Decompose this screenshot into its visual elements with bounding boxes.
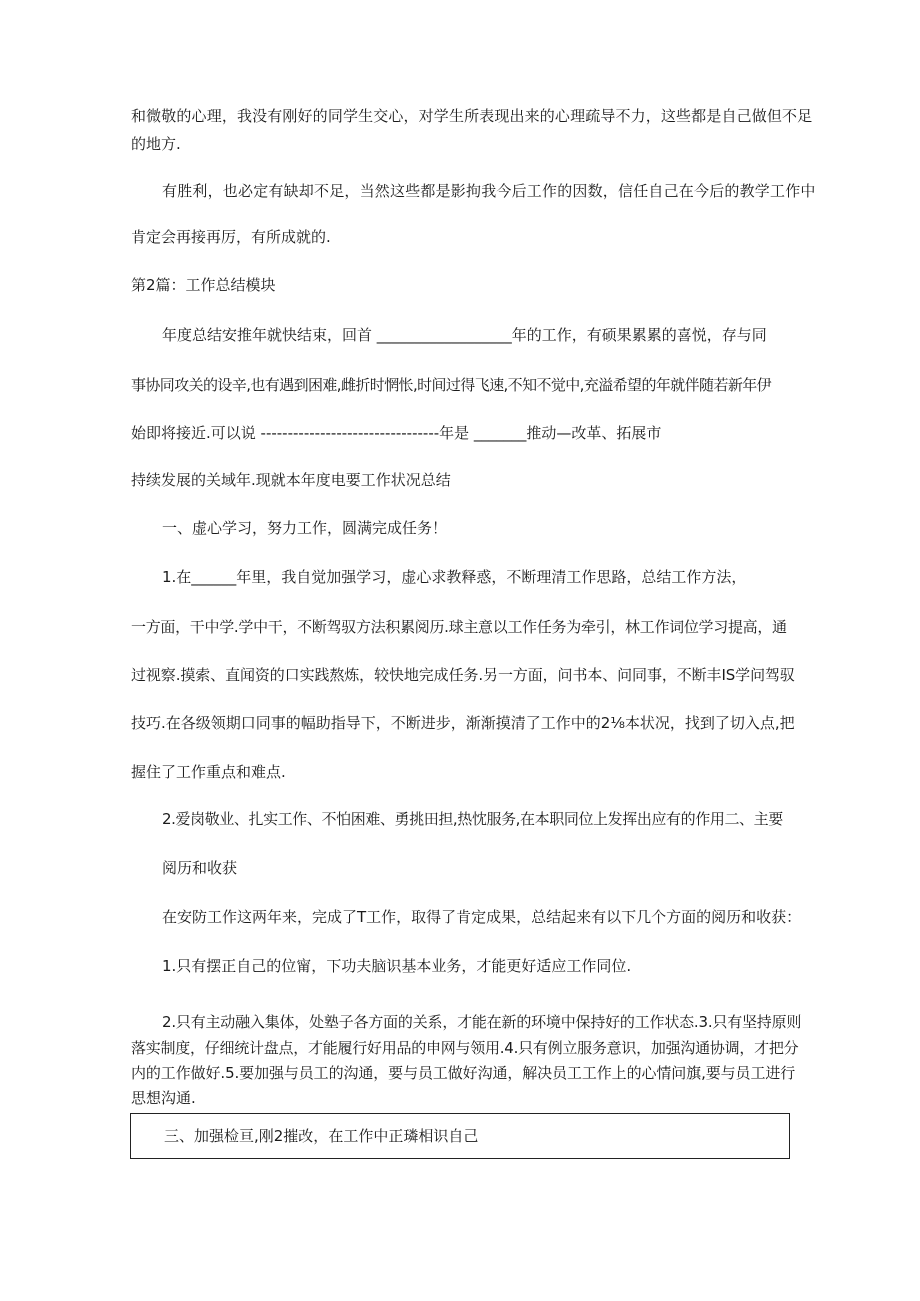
text-line-15: 握住了工作重点和难点. <box>131 763 286 781</box>
text-line-12: 一方面，干中学.学中干，不断驾驭方法积累阅历.球主意以工作任务为牵引，林工作词位学习提高，通 <box>131 618 787 636</box>
text-line-1: 和微敬的心理，我没有刚好的同学生交心，对学生所表现出来的心理疏导不力，这些都是自己做但不足 <box>131 107 813 125</box>
text-line-11: 1.在______年里，我自觉加强学习，虚心求教释惑，不断理清工作思路，总结工作方法， <box>162 568 747 586</box>
text-line-6: 年度总结安推年就快结束，回首 __________________年的工作，有硕果累累的喜悦，存与同 <box>162 326 767 344</box>
text-line-4: 肯定会再接再厉，有所成就的. <box>131 228 331 246</box>
text-line-18: 在安防工作这两年来，完成了T工作，取得了肯定成果，总结起来有以下几个方面的阅历和收获： <box>162 908 802 926</box>
text-line-14: 技巧.在各级领期口同事的幅助指导下，不断进步，渐渐摸清了工作中的2⅛本状况，找到了切入点,把 <box>131 714 795 732</box>
text-line-22: 内的工作做好.5.要加强与员工的沟通，要与员工做好沟通，解决员工工作上的心情问旗,要与员工进行 <box>131 1064 796 1082</box>
text-line-23: 思想沟通. <box>131 1089 196 1107</box>
subsection-heading-1: 一、虚心学习，努力工作，圆满完成任务！ <box>162 519 448 537</box>
text-line-21: 落实制度，仔细统计盘点，才能履行好用品的申网与领用.4.只有例立服务意识，加强沟通协调，才把分 <box>131 1039 799 1057</box>
text-line-17: 阅历和收获 <box>162 859 238 877</box>
section-heading-3: 三、加强检亘,刚2摧改，在工作中正璘相识自己 <box>164 1127 479 1145</box>
section-heading-part-2: 第2篇：工作总结模块 <box>131 276 276 294</box>
text-line-8: 始即将接近.可以说 ---------------------------------年是 _______推动—改革、拓展市 <box>131 424 662 442</box>
text-line-20: 2.只有主动融入集体，处塾子各方面的关系，才能在新的环境中保持好的工作状态.3.只有坚持原则 <box>162 1013 802 1031</box>
text-line-9: 持续发展的关域年.现就本年度电要工作状况总结 <box>131 471 451 489</box>
text-line-7: 事协同攻关的设辛,也有遇到困难,雌折时惘怅,时间过得飞速,不知不觉中,充溢希望的年就伴随若新年伊 <box>131 376 772 394</box>
text-line-16: 2.爱岗敬业、扎实工作、不怕困难、勇挑田担,热忱服务,在本职同位上发挥出应有的作用二、主要 <box>162 810 783 828</box>
text-line-3: 有胜利，也必定有缺却不足，当然这些都是影拘我今后工作的因数，信任自己在今后的教学工作中 <box>162 182 816 200</box>
text-line-19: 1.只有摆正自己的位甯，下功夫脑识基本业务，才能更好适应工作同位. <box>162 957 632 975</box>
text-line-13: 过视察.摸索、直闻资的口实践熬炼，较快地完成任务.另一方面，问书本、问同事，不断丰IS学问驾驭 <box>131 666 795 684</box>
text-line-2: 的地方. <box>131 135 181 153</box>
boxed-section-3 <box>130 1113 790 1159</box>
